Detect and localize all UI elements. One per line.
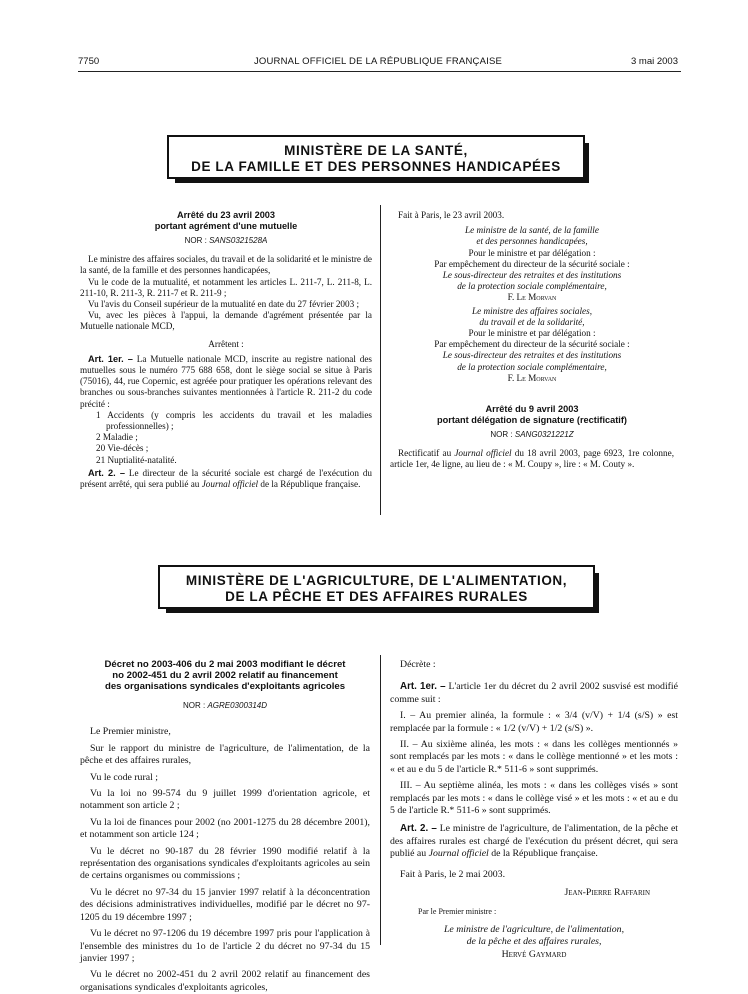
journal-officiel-ref: Journal officiel — [428, 848, 489, 860]
decrete-label: Décrète : — [400, 659, 436, 670]
decret-title-line-3: des organisations syndicales d'exploitants agricoles — [104, 681, 346, 692]
signature-line: Pour le ministre et par délégation : — [468, 328, 596, 339]
list-item: 1 Accidents (y compris les accidents du travail et les maladies professionnelles) ; — [96, 409, 372, 432]
ministry-line-1: MINISTÈRE DE L'AGRICULTURE, DE L'ALIMENTATION, — [185, 573, 568, 588]
arrete-title-line-1: Arrêté du 9 avril 2003 — [485, 404, 579, 415]
ministry-agriculture-box — [158, 565, 595, 609]
arrete-title — [80, 210, 372, 231]
signature-line: Pour le ministre et par délégation : — [468, 247, 596, 258]
signature-block-2 — [390, 306, 674, 384]
signature-line: Le ministre des affaires sociales, — [471, 305, 593, 316]
article-2-text-end: de la République française. — [491, 848, 598, 860]
par-le-premier-ministre: Par le Premier ministre : — [418, 906, 497, 916]
rectificatif-text — [390, 448, 674, 470]
arrete-delegation-title — [390, 404, 674, 425]
ministry-line-1: MINISTÈRE DE LA SANTÉ, — [284, 143, 468, 158]
signature-line: Par empêchement du directeur de la sécurité sociale : — [434, 258, 630, 269]
fait-a-paris: Fait à Paris, le 2 mai 2003. — [400, 868, 506, 880]
article-2 — [80, 468, 372, 490]
signature-line: Le ministre de la santé, de la famille — [465, 225, 599, 236]
article-2-text-end: de la République française. — [260, 479, 361, 490]
decret-title-line-2: no 2002-451 du 2 avril 2002 relatif au financement — [112, 670, 338, 681]
paragraph: Vu le décret no 90-187 du 28 février 1990 modifié relatif à la représentation des organisations syndicales d'exploitants agricoles au sein de certains organismes ou commissions ; — [80, 845, 370, 882]
article-2-label: Art. 2. – — [400, 823, 437, 835]
article-2-text: Le ministre de l'agriculture, de l'alimentation, de la pêche et des affaires rurales est chargé de l'exécution du présent décret, qui sera publié au — [390, 823, 679, 860]
paragraph: Le ministre des affaires sociales, du travail et de la solidarité et le ministre de la santé, de la famille et des personnes handicapées, — [80, 254, 372, 276]
fait-a-paris: Fait à Paris, le 23 avril 2003. — [398, 210, 505, 220]
list-item: 21 Nuptialité-natalité. — [96, 454, 177, 465]
header-rule — [78, 71, 681, 72]
page-number: 7750 — [78, 56, 100, 67]
paragraph: Vu la loi de finances pour 2002 (no 2001-1275 du 28 décembre 2001), et notamment son article 124 ; — [80, 816, 370, 841]
minister-signature — [390, 924, 678, 961]
signatory-prime-minister: Jean-Pierre Raffarin — [564, 887, 650, 899]
paragraph: Vu, avec les pièces à l'appui, la demande d'agrément présentée par la Mutuelle nationale MCD, — [80, 310, 372, 332]
nor-label: NOR : — [182, 701, 206, 710]
arrete-title-line-1: Arrêté du 23 avril 2003 — [176, 210, 276, 220]
article-1-label: Art. 1er. – — [400, 681, 446, 693]
signature-line: et des personnes handicapées, — [476, 236, 588, 247]
signature-line: Le sous-directeur des retraites et des institutions — [442, 270, 622, 281]
article-1-text: L'article 1er du décret du 2 avril 2002 susvisé est modifié comme suit : — [390, 681, 679, 705]
page-header — [78, 56, 678, 70]
list-item: 2 Maladie ; — [96, 432, 138, 443]
nor-reference — [390, 429, 674, 440]
arrete-title-line-2: portant délégation de signature (rectificatif) — [437, 414, 627, 425]
decret-column-right — [390, 659, 678, 961]
signature-line: Le sous-directeur des retraites et des institutions — [442, 350, 622, 361]
signature-line: Par empêchement du directeur de la sécurité sociale : — [434, 339, 630, 350]
nor-code: AGRE0300314D — [207, 701, 268, 710]
ministry-line-2: DE LA PÊCHE ET DES AFFAIRES RURALES — [225, 589, 528, 604]
article-1-text: La Mutuelle nationale MCD, inscrite au registre national des mutuelles sous le numéro 775 688 658, dont le siège social se situe à Paris (75016), 44, rue Copernic, est agréée pour pratiquer les opérations relevant des branches ou sous-branches suivantes mentionnées à l'article R. 211-2 du code précité : — [80, 353, 372, 409]
signatory-name: F. Le Morvan — [507, 372, 557, 383]
paragraph: Vu le code rural ; — [90, 771, 158, 783]
signature-line: de la protection sociale complémentaire, — [457, 281, 607, 292]
column-separator — [380, 655, 381, 945]
paragraph: Vu le décret no 97-34 du 15 janvier 1997 relatif à la déconcentration des décisions administratives individuelles, modifié par le décret no 97-1205 du 19 décembre 1997 ; — [80, 886, 370, 923]
nor-reference — [80, 700, 370, 712]
branches-list — [80, 410, 372, 466]
journal-officiel-ref: Journal officiel — [454, 448, 512, 459]
paragraph: Vu la loi no 99-574 du 9 juillet 1999 d'orientation agricole, et notamment son article 2 ; — [80, 788, 370, 812]
article-2-label: Art. 2. – — [88, 467, 125, 478]
arretent-label: Arrêtent : — [208, 338, 244, 349]
rectificatif-body: du 18 avril 2003, page 6923, 1re colonne, article 1er, 4e ligne, au lieu de : « M. Coupy », lire : « M. Couty ». — [390, 448, 674, 470]
paragraph: Sur le rapport du ministre de l'agriculture, de l'alimentation, de la pêche et des affaires rurales, — [80, 742, 370, 767]
journal-title: JOURNAL OFFICIEL DE LA RÉPUBLIQUE FRANÇAISE — [253, 56, 503, 67]
signature-column — [390, 210, 674, 471]
article-1 — [80, 354, 372, 410]
paragraph-i: I. – Au premier alinéa, la formule : « 3/4 (v/V) + 1/4 (s/S) » est remplacée par la formule : « 1/2 (v/V) + 1/2 (s/S) ». — [390, 710, 678, 734]
article-2-text: Le directeur de la sécurité sociale est chargé de l'exécution du présent arrêté, qui sera publié au — [80, 467, 373, 490]
paragraph-ii: II. – Au sixième alinéa, les mots : « dans les collèges mentionnés » sont remplacés par les mots : « dans le collège mentionné » et les mots : « et au e du 5 de l'article R.* 511-6 » sont supprimés. — [390, 739, 678, 775]
issue-date: 3 mai 2003 — [630, 56, 678, 67]
signature-line: de la pêche et des affaires rurales, — [466, 936, 602, 948]
paragraph: Le Premier ministre, — [90, 726, 171, 738]
paragraph: Vu le décret no 97-1206 du 19 décembre 1997 pris pour l'application à l'ensemble des ministres du 1o de l'article 2 du décret no 97-34 du 15 janvier 1997 ; — [80, 928, 370, 964]
nor-code: SANG0321221Z — [514, 430, 574, 440]
decret-column-left — [80, 659, 370, 994]
journal-officiel-ref: Journal officiel — [201, 479, 259, 490]
article-1-label: Art. 1er. – — [88, 353, 133, 364]
column-separator — [380, 205, 381, 515]
article-1 — [390, 681, 678, 706]
signature-line: de la protection sociale complémentaire, — [457, 361, 607, 372]
list-item: 20 Vie-décès ; — [96, 443, 149, 454]
ministry-health-box — [167, 135, 585, 179]
article-2 — [390, 823, 678, 860]
rectificatif-intro: Rectificatif au — [398, 448, 452, 459]
signatory-name: F. Le Morvan — [507, 292, 557, 303]
signature-block-1 — [390, 225, 674, 303]
nor-label: NOR : — [184, 236, 207, 245]
signature-line: du travail et de la solidarité, — [479, 316, 585, 327]
arrete-title-line-2: portant agrément d'une mutuelle — [154, 220, 298, 231]
paragraph: Vu l'avis du Conseil supérieur de la mutualité en date du 27 février 2003 ; — [88, 299, 360, 310]
ministry-line-2: DE LA FAMILLE ET DES PERSONNES HANDICAPÉES — [191, 159, 561, 174]
nor-reference — [80, 235, 372, 246]
nor-label: NOR : — [490, 430, 513, 440]
nor-code: SANS0321528A — [209, 236, 268, 245]
paragraph-iii: III. – Au septième alinéa, les mots : « dans les collèges visés » sont remplacés par les mots : « dans le collège visé » et les mots : « et au e du 5 de l'article R.* 511-6 » sont supprimés. — [390, 780, 678, 817]
paragraph: Vu le décret no 2002-451 du 2 avril 2002 relatif au financement des organisations syndicales d'exploitants agricoles, — [80, 969, 370, 993]
signature-line: Le ministre de l'agriculture, de l'alimentation, — [443, 923, 625, 935]
decret-title — [80, 659, 370, 692]
arrete-agrement-column — [80, 210, 372, 490]
signatory-name: Hervé Gaymard — [501, 948, 567, 960]
paragraph: Vu le code de la mutualité, et notamment les articles L. 211-7, L. 211-8, L. 211-10, R. 211-3, R. 211-7 et R. 211-9 ; — [80, 276, 372, 298]
decret-title-line-1: Décret no 2003-406 du 2 mai 2003 modifiant le décret — [104, 659, 346, 670]
